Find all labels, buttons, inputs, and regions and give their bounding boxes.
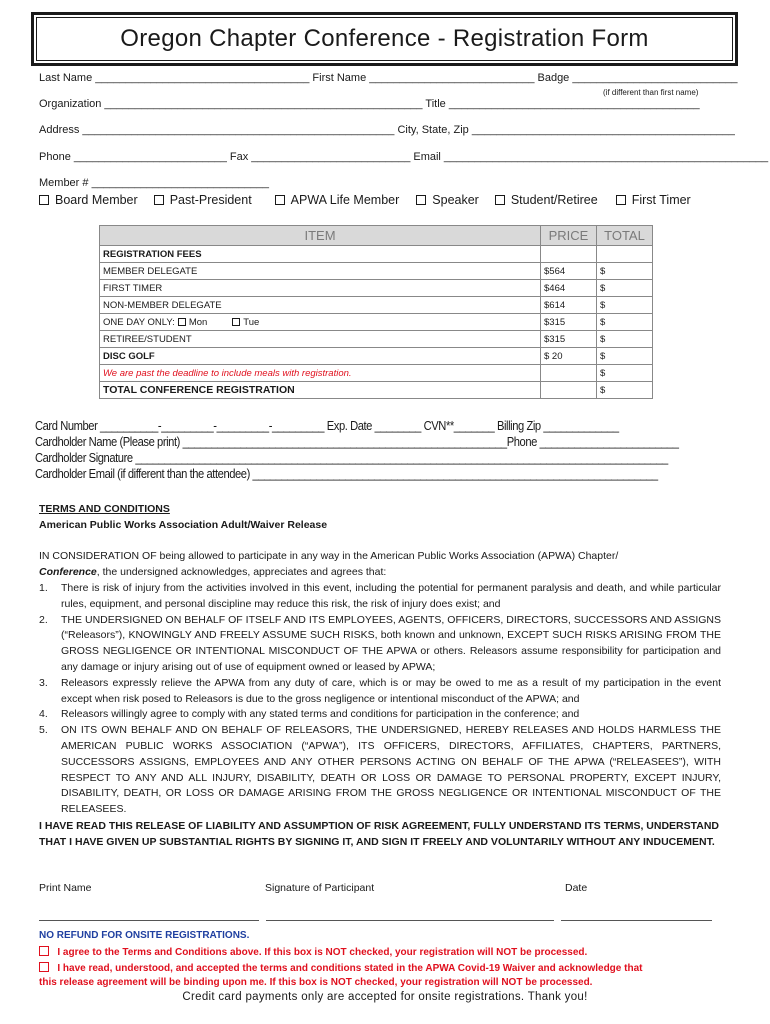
fee-price: $ 20 [541,348,597,365]
cardholder-signature-row[interactable]: Cardholder Signature ____________________________________________________________________________________________ [35,450,668,465]
grand-total[interactable]: $ [597,382,653,399]
member-number-row[interactable]: Member # _____________________________ [39,177,269,189]
terms-intro-line1: IN CONSIDERATION OF being allowed to participate in any way in the American Public Works Association (APWA) Chapter/ [39,550,619,562]
registration-fees-table [99,225,653,399]
option-speaker[interactable] [416,193,479,207]
option-label: Board Member [55,193,138,207]
option-student-retiree[interactable] [495,193,598,207]
header-item: ITEM [100,226,541,246]
table-row [100,382,653,399]
option-label: APWA Life Member [290,193,400,207]
print-name-line[interactable] [39,920,259,921]
no-refund-notice: NO REFUND FOR ONSITE REGISTRATIONS. [39,930,250,941]
fee-total[interactable]: $ [597,331,653,348]
fee-item: MEMBER DELEGATE [100,263,541,280]
tue-checkbox[interactable] [232,318,240,326]
fee-item-one-day [100,314,541,331]
terms-checkbox[interactable] [39,946,49,956]
fee-price: $315 [541,331,597,348]
form-title-box [31,12,738,66]
terms-heading: TERMS AND CONDITIONS [39,503,170,515]
release-acknowledgement: I HAVE READ THIS RELEASE OF LIABILITY AND ASSUMPTION OF RISK AGREEMENT, FULLY UNDERSTAND ITS TERMS, UNDERSTAND THAT I HAVE GIVEN UP SUBSTANTIAL RIGHTS BY SIGNING IT, AND SIGN IT FREELY AND VOLUNTARILY WITHOUT ANY INDUCEMENT. [39,820,720,848]
item-number: 4. [39,708,48,721]
checkbox[interactable] [39,195,49,205]
list-item [39,723,721,818]
deadline-note: We are past the deadline to include meals with registration. [100,365,541,382]
option-past-president[interactable] [154,193,252,207]
terms-intro-line2 [39,566,386,578]
date-line[interactable] [561,920,712,921]
fee-price: $464 [541,280,597,297]
checkbox[interactable] [616,195,626,205]
phone-fax-email-row[interactable]: Phone _________________________ Fax __________________________ Email _____________________________________________________ [39,151,769,163]
covid-waiver-text: I have read, understood, and accepted the terms and conditions stated in the APWA Covid-19 Waiver and acknowledge that [57,963,643,974]
member-type-options [39,193,691,207]
header-price: PRICE [541,226,597,246]
option-first-timer[interactable] [616,193,691,207]
table-row [100,263,653,280]
list-item [39,707,721,723]
card-number-row[interactable]: Card Number __________-_________-_________-_________ Exp. Date ________ CVN**_______ Billing Zip _____________ [35,418,619,433]
item-text: ON ITS OWN BEHALF AND ON BEHALF OF RELEASORS, THE UNDERSIGNED, HEREBY RELEASES AND HOLDS HARMLESS THE AMERICAN PUBLIC WORKS ASSOCIATION (“APWA”), ITS OFFICERS, DIRECTORS, AFFILIATES, CHAPTERS, PARTNERS, SUCCESSORS ASSIGNS, EMPLOYEES AND ANY OTHER PERSONS ACTING ON BEHALF OF THE APWA (“RELEASEES”), WITH RESPECT TO ANY AND ALL INJURY, DISABILITY, DEATH OR LOSS OR DAMAGE TO PERSONAL PROPERTY, EXCEPT INJURY, DISABILITY, DEATH, OR LOSS OR DAMAGE ARISING FROM THE GROSS NEGLIGENCE OR INTENTIONAL MISCONDUCT OF THE RELEASEES. [61,724,721,816]
fee-total[interactable]: $ [597,348,653,365]
item-number: 3. [39,676,48,689]
item-text: There is risk of injury from the activities involved in this event, including the potential for permanent paralysis and death, and while particular rules, equipment, and personal discipline may reduce this risk, the risk of injury does exist; and [61,582,721,610]
option-board-member[interactable] [39,193,138,207]
empty-cell [541,246,597,263]
fee-total[interactable]: $ [597,365,653,382]
fee-item: NON-MEMBER DELEGATE [100,297,541,314]
item-text: THE UNDERSIGNED ON BEHALF OF ITSELF AND ITS EMPLOYEES, AGENTS, OFFICERS, DIRECTORS, SUCCESSORS AND ASSIGNS (“Releasors”), KNOWINGLY AND FREELY ASSUME SUCH RISKS, both known and unknown, EXCEPT SUCH RISKS ARISING FROM THE GROSS NEGLIGENCE OR INTENTIONAL MISCONDUCT OF THE APWA or others. Releasors assume responsibility for participation and any damage or injury arising out of use of equipment owned or leased by APWA; [61,613,721,673]
covid-waiver-agreement [39,962,642,974]
list-item [39,613,721,676]
fee-total[interactable]: $ [597,263,653,280]
table-row [100,365,653,382]
tue-label: Tue [243,316,260,328]
terms-list [39,581,721,818]
table-row [100,246,653,263]
empty-cell [541,382,597,399]
mon-checkbox[interactable] [178,318,186,326]
signature-label: Signature of Participant [265,882,375,894]
table-header-row [100,226,653,246]
fee-total[interactable]: $ [597,314,653,331]
checkbox[interactable] [154,195,164,205]
table-row [100,280,653,297]
option-label: First Timer [631,193,691,207]
covid-waiver-checkbox[interactable] [39,962,49,972]
checkbox[interactable] [416,195,426,205]
checkbox[interactable] [495,195,505,205]
list-item [39,676,721,708]
print-name-label: Print Name [39,882,92,894]
covid-waiver-text-line2: this release agreement will be binding upon me. If this box is NOT checked, your registration will NOT be processed. [39,977,593,988]
item-number: 1. [39,582,48,594]
checkbox[interactable] [275,195,285,205]
table-row [100,348,653,365]
option-label: Speaker [432,193,479,207]
mon-label: Mon [188,316,208,328]
fee-item: DISC GOLF [100,348,541,365]
item-number: 5. [39,724,48,737]
total-label: TOTAL CONFERENCE REGISTRATION [100,382,541,399]
table-row [100,331,653,348]
terms-agreement-text: I agree to the Terms and Conditions above. If this box is NOT checked, your registration will NOT be processed. [57,947,588,958]
conference-word: Conference [39,566,97,578]
fee-item: ONE DAY ONLY: [103,316,175,328]
intro-rest: , the undersigned acknowledges, appreciates and agrees that: [96,566,387,578]
fee-item: FIRST TIMER [100,280,541,297]
terms-subheading: American Public Works Association Adult/Waiver Release [39,519,328,531]
table-row [100,297,653,314]
item-text: Releasors expressly relieve the APWA from any duty of care, which is or may be owed to me as a result of my participation in the event except when risk posed to Releasors is due to the gross negligence or intentional misconduct of the APWA; and [61,676,721,705]
terms-agreement [39,946,587,958]
name-badge-row[interactable]: Last Name ___________________________________ First Name ___________________________ Badge ___________________________ [39,72,738,84]
organization-title-row[interactable]: Organization ____________________________________________________ Title _________________________________________ [39,98,700,110]
header-total: TOTAL [597,226,653,246]
cardholder-name-row[interactable]: Cardholder Name (Please print) ________________________________________________________Phone ________________________ [35,434,679,449]
fee-total[interactable]: $ [597,297,653,314]
cardholder-email-row[interactable]: Cardholder Email (if different than the attendee) ______________________________________________________________________ [35,466,658,481]
fee-item: RETIREE/STUDENT [100,331,541,348]
list-item [39,581,721,613]
fee-price: $315 [541,314,597,331]
empty-cell [597,246,653,263]
form-title: Oregon Chapter Conference - Registration Form [36,17,733,61]
empty-cell [541,365,597,382]
fee-price: $614 [541,297,597,314]
item-number: 2. [39,613,48,626]
address-row[interactable]: Address ___________________________________________________ City, State, Zip ___________________________________________ [39,124,735,136]
section-label: REGISTRATION FEES [100,246,541,263]
option-apwa-life-member[interactable] [275,193,400,207]
option-label: Past-President [169,193,252,207]
item-text: Releasors willingly agree to comply with any stated terms and conditions for participation in the conference; and [61,708,580,721]
footer-note: Credit card payments only are accepted for onsite registrations. Thank you! [182,991,588,1003]
date-label: Date [565,882,588,894]
signature-line[interactable] [266,920,554,921]
fee-price: $564 [541,263,597,280]
fee-total[interactable]: $ [597,280,653,297]
option-label: Student/Retiree [510,193,598,207]
badge-note: (if different than first name) [603,88,699,97]
table-row [100,314,653,331]
